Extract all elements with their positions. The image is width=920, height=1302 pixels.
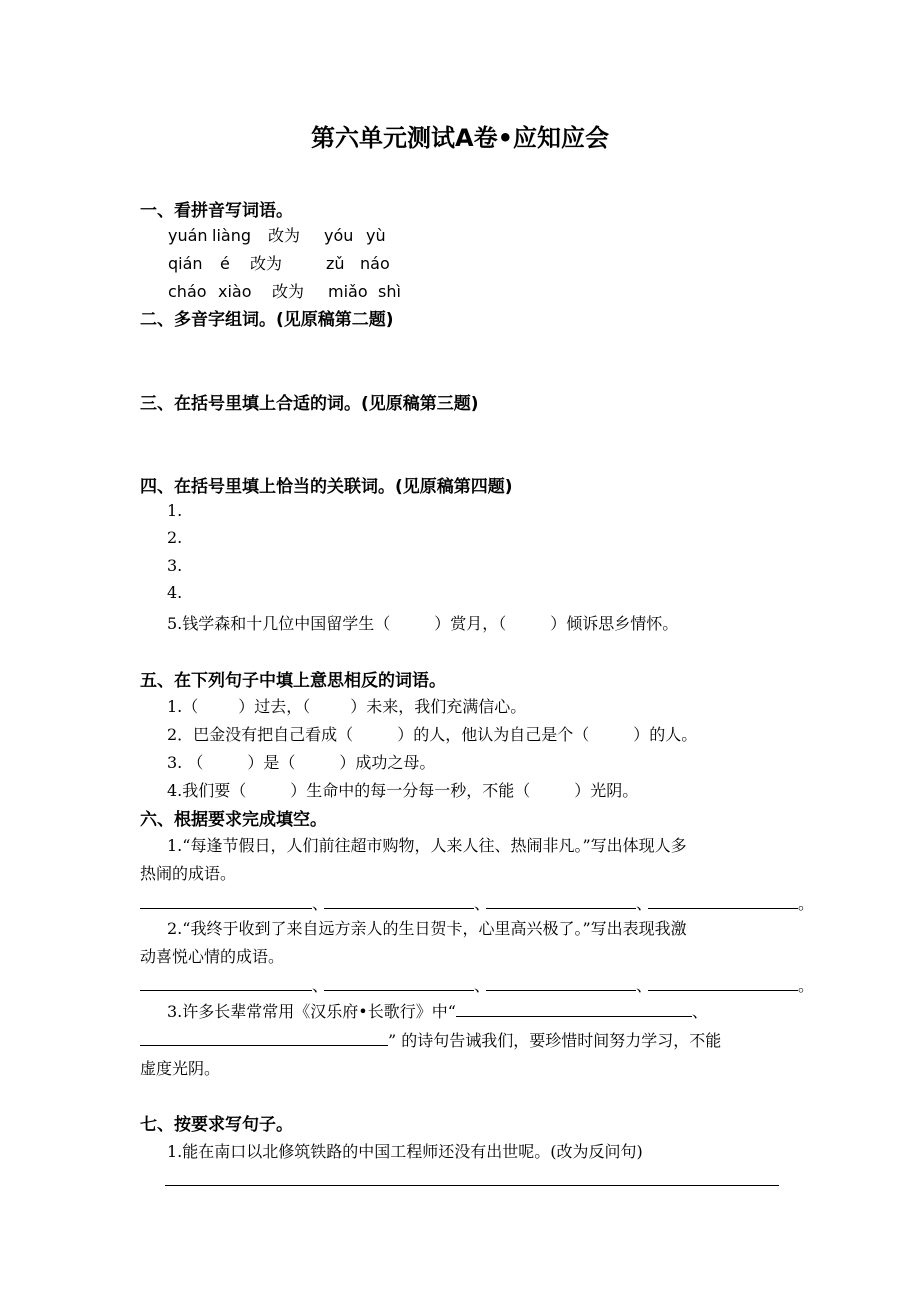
text: ）赏月，（ xyxy=(434,614,507,633)
list-item: 1. xyxy=(167,501,183,520)
answer-blank[interactable] xyxy=(456,1002,692,1017)
question-5-3 xyxy=(167,750,435,773)
pinyin-connector: 改为 xyxy=(250,254,283,273)
text: ）是（ xyxy=(247,753,296,772)
pinyin: shì xyxy=(378,282,401,301)
separator: 、 xyxy=(312,976,329,995)
separator: 、 xyxy=(474,976,491,995)
question-6-2-line: 2.“我终于收到了来自远方亲人的生日贺卡，心里高兴极了。”写出表现我激 xyxy=(167,919,687,938)
section-3-heading: 三、在括号里填上合适的词。(见原稿第三题) xyxy=(140,394,479,414)
text: 4.我们要（ xyxy=(167,781,247,800)
text: ）生命中的每一分每一秒，不能（ xyxy=(290,781,531,800)
question-6-2-line: 动喜悦心情的成语。 xyxy=(140,947,285,966)
separator: 、 xyxy=(636,894,653,913)
section-4-heading: 四、在括号里填上恰当的关联词。(见原稿第四题) xyxy=(140,477,513,497)
pinyin-line-1 xyxy=(168,223,386,246)
question-6-1-line: 1.“每逢节假日，人们前往超市购物，人来人往、热闹非凡。”写出体现人多 xyxy=(167,836,687,855)
pinyin: zǔ xyxy=(326,254,345,273)
section-1-heading: 一、看拼音写词语。 xyxy=(140,201,293,221)
text: ）过去，（ xyxy=(238,697,311,716)
pinyin-line-2 xyxy=(168,251,390,274)
pinyin-connector: 改为 xyxy=(272,282,305,301)
text: 3.许多长辈常常用《汉乐府•长歌行》中“ xyxy=(167,1002,456,1021)
text: 1.（ xyxy=(167,697,199,716)
question-7-1: 1.能在南口以北修筑铁路的中国工程师还没有出世呢。(改为反问句) xyxy=(167,1142,643,1161)
text: 2．巴金没有把自己看成（ xyxy=(167,725,354,744)
pinyin: liàng xyxy=(212,226,251,245)
question-5-2 xyxy=(167,722,697,745)
separator: 。 xyxy=(798,976,815,995)
answer-blank[interactable] xyxy=(648,894,798,909)
separator: 、 xyxy=(312,894,329,913)
question-4-5 xyxy=(167,611,678,634)
answer-blank[interactable] xyxy=(324,894,474,909)
text: ” 的诗句告诫我们，要珍惜时间努力学习，不能 xyxy=(388,1031,722,1050)
section-5-heading: 五、在下列句子中填上意思相反的词语。 xyxy=(140,671,446,691)
list-item: 2. xyxy=(167,528,183,547)
pinyin-line-3 xyxy=(168,279,401,302)
separator: 、 xyxy=(691,1002,708,1021)
question-6-3-line xyxy=(140,1028,721,1051)
answer-line-6-1 xyxy=(140,891,814,914)
text: ）光阴。 xyxy=(574,781,639,800)
separator: 、 xyxy=(636,976,653,995)
question-6-1-line: 热闹的成语。 xyxy=(140,864,237,883)
text: 5.钱学森和十几位中国留学生（ xyxy=(167,614,391,633)
answer-blank[interactable] xyxy=(648,976,798,991)
text: ）成功之母。 xyxy=(339,753,436,772)
question-6-3-line: 虚度光阴。 xyxy=(140,1059,221,1078)
text: ）未来，我们充满信心。 xyxy=(350,697,527,716)
pinyin-connector: 改为 xyxy=(268,226,301,245)
pinyin: yóu xyxy=(324,226,354,245)
page-title: 第六单元测试A卷•应知应会 xyxy=(311,124,609,152)
answer-blank[interactable] xyxy=(486,894,636,909)
separator: 、 xyxy=(474,894,491,913)
answer-blank[interactable] xyxy=(140,894,312,909)
list-item: 3. xyxy=(167,556,183,575)
text: 3. （ xyxy=(167,753,204,772)
pinyin: miǎo xyxy=(328,282,368,301)
section-2-heading: 二、多音字组词。(见原稿第二题) xyxy=(140,310,394,330)
pinyin: náo xyxy=(360,254,390,273)
pinyin: xiào xyxy=(218,282,252,301)
pinyin: yù xyxy=(366,226,386,245)
section-7-heading: 七、按要求写句子。 xyxy=(140,1115,293,1135)
answer-blank[interactable] xyxy=(324,976,474,991)
separator: 。 xyxy=(798,894,815,913)
answer-line-6-2 xyxy=(140,973,814,996)
question-6-3-line xyxy=(167,999,708,1022)
pinyin: é xyxy=(220,254,230,273)
question-5-4 xyxy=(167,778,638,801)
answer-blank[interactable] xyxy=(140,1031,388,1046)
text: ）的人，他认为自己是个（ xyxy=(397,725,590,744)
answer-blank[interactable] xyxy=(140,976,312,991)
pinyin: yuán xyxy=(168,226,208,245)
pinyin: cháo xyxy=(168,282,207,301)
text: ）倾诉思乡情怀。 xyxy=(550,614,679,633)
section-6-heading: 六、根据要求完成填空。 xyxy=(140,810,327,830)
text: ）的人。 xyxy=(633,725,698,744)
answer-line-7-1[interactable] xyxy=(165,1185,779,1186)
list-item: 4. xyxy=(167,583,183,602)
pinyin: qián xyxy=(168,254,203,273)
question-5-1 xyxy=(167,694,526,717)
answer-blank[interactable] xyxy=(486,976,636,991)
